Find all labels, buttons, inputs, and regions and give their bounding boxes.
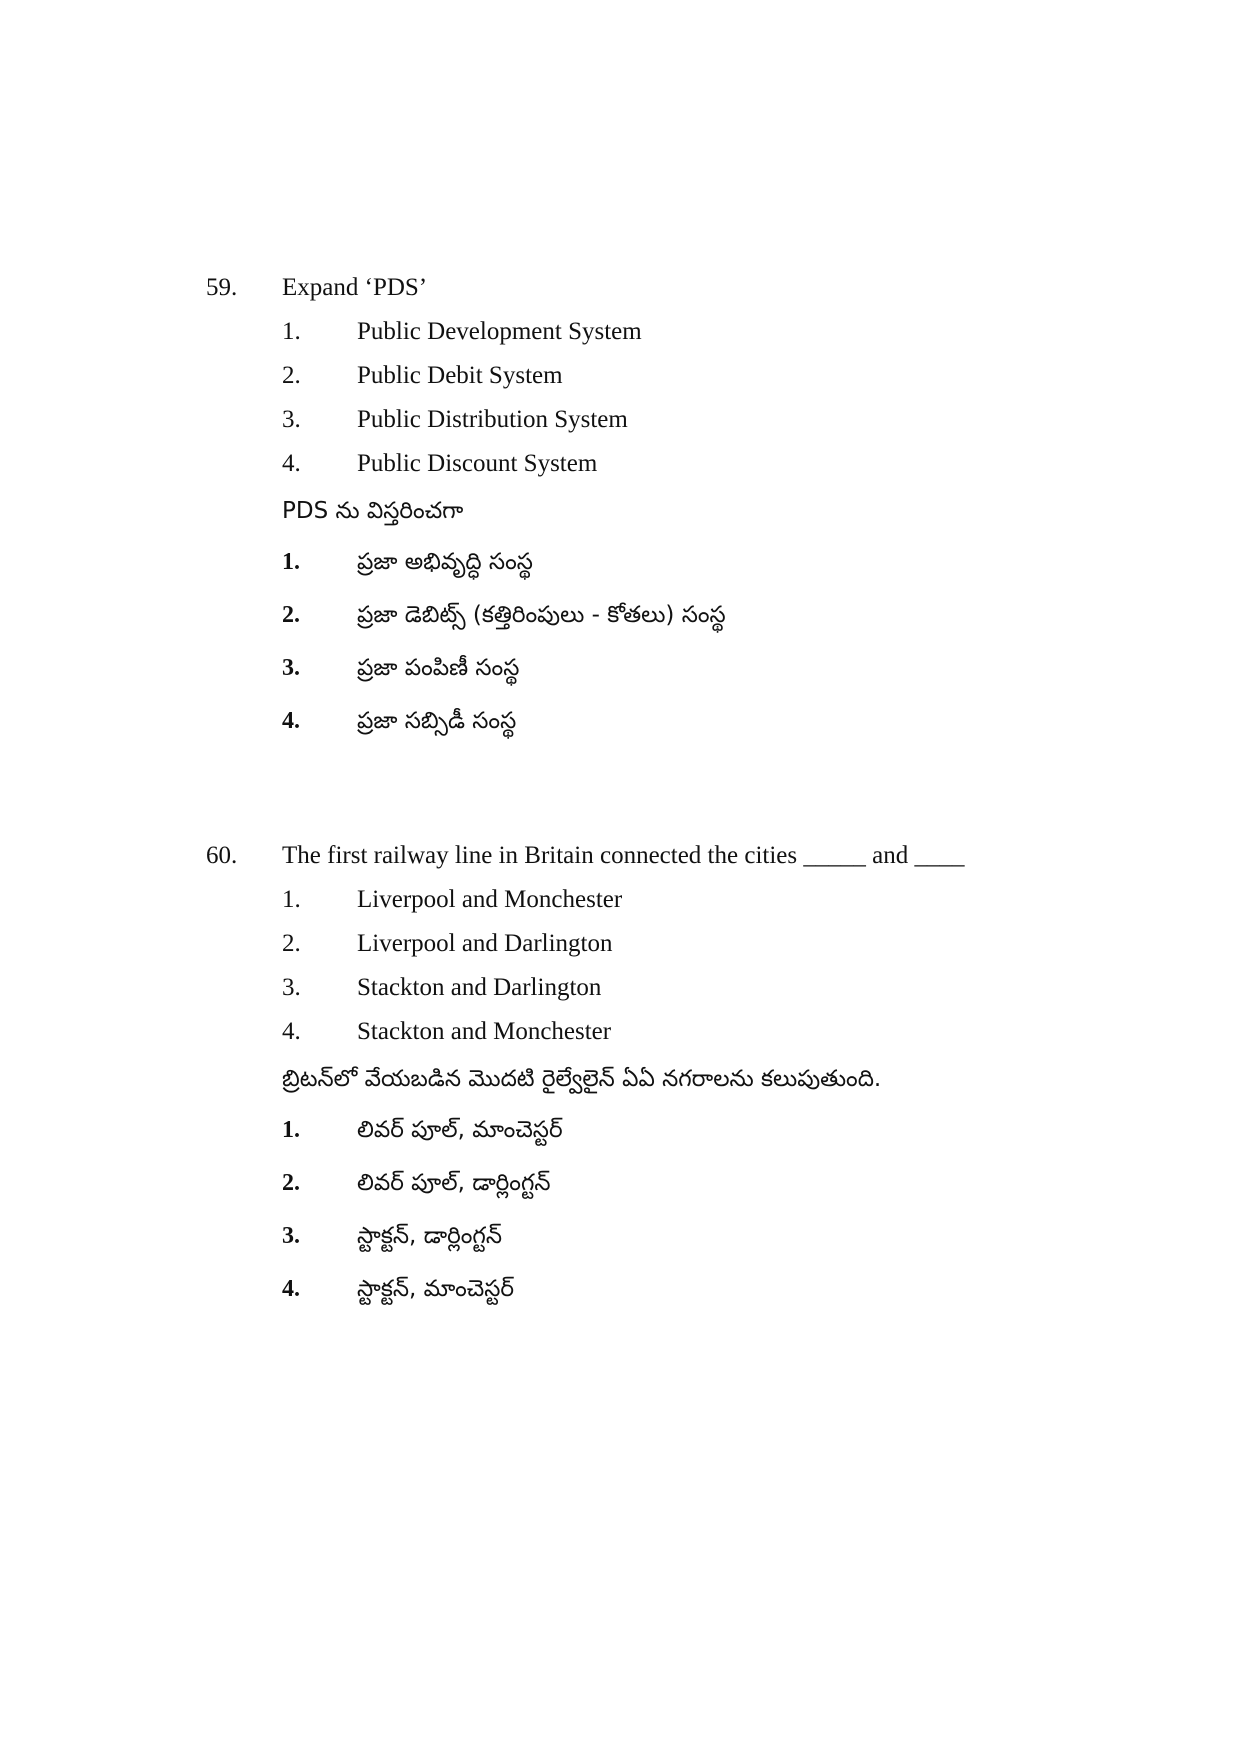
option-3 — [0, 398, 1241, 442]
option-text: స్టాక్టన్, మాంచెస్టర్ — [357, 1276, 515, 1302]
option-telugu-1 — [0, 1104, 1241, 1157]
question-header — [0, 266, 1241, 310]
option-number: 1. — [282, 886, 301, 913]
option-telugu-4 — [0, 1263, 1241, 1316]
option-number: 3. — [282, 974, 301, 1001]
option-text: ప్రజా అభివృద్ధి సంస్థ — [357, 549, 533, 575]
option-2 — [0, 354, 1241, 398]
question-number: 60. — [206, 842, 238, 869]
option-telugu-2 — [0, 1157, 1241, 1210]
question-text-telugu: PDS ను విస్తరించగా — [282, 498, 464, 524]
option-text: ప్రజా డెబిట్స్ (కత్తిరింపులు - కోతలు) సంస్థ — [357, 602, 726, 628]
option-text: లివర్ పూల్, మాంచెస్టర్ — [357, 1117, 563, 1143]
option-text: ప్రజా సబ్సిడీ సంస్థ — [357, 708, 517, 734]
question-header — [0, 834, 1241, 878]
option-number: 4. — [282, 1276, 300, 1302]
option-number: 2. — [282, 362, 301, 389]
question-text-telugu: బ్రిటన్‌లో వేయబడిన మొదటి రైల్వేలైన్ ఏఏ నగరాలను కలుపుతుంది. — [282, 1066, 882, 1092]
option-number: 2. — [282, 930, 301, 957]
question-header-telugu — [0, 1054, 1241, 1104]
option-4 — [0, 442, 1241, 486]
option-telugu-3 — [0, 1210, 1241, 1263]
option-number: 1. — [282, 1117, 300, 1143]
option-text: Public Discount System — [357, 450, 598, 477]
option-text: Public Distribution System — [357, 406, 628, 433]
option-number: 3. — [282, 655, 300, 681]
option-text: ప్రజా పంపిణీ సంస్థ — [357, 655, 520, 681]
option-telugu-2 — [0, 589, 1241, 642]
question-number: 59. — [206, 274, 238, 301]
option-4 — [0, 1010, 1241, 1054]
option-number: 4. — [282, 450, 301, 477]
option-text: Stackton and Monchester — [357, 1018, 612, 1045]
option-number: 1. — [282, 318, 301, 345]
option-number: 2. — [282, 602, 300, 628]
option-text: స్టాక్టన్, డార్లింగ్టన్ — [357, 1223, 502, 1249]
option-telugu-4 — [0, 695, 1241, 748]
option-number: 4. — [282, 708, 300, 734]
option-text: Public Debit System — [357, 362, 563, 389]
option-number: 1. — [282, 549, 300, 575]
option-1 — [0, 878, 1241, 922]
option-text: Public Development System — [357, 318, 642, 345]
option-text: Stackton and Darlington — [357, 974, 602, 1001]
option-number: 3. — [282, 406, 301, 433]
question-text-english: The first railway line in Britain connected the cities _____ and ____ — [282, 842, 965, 869]
option-text: లివర్ పూల్, డార్లింగ్టన్ — [357, 1170, 551, 1196]
options-telugu — [0, 536, 1241, 748]
option-3 — [0, 966, 1241, 1010]
option-text: Liverpool and Darlington — [357, 930, 613, 957]
option-2 — [0, 922, 1241, 966]
option-number: 4. — [282, 1018, 301, 1045]
option-number: 3. — [282, 1223, 300, 1249]
option-1 — [0, 310, 1241, 354]
options-telugu — [0, 1104, 1241, 1316]
options-english — [0, 878, 1241, 1054]
option-text: Liverpool and Monchester — [357, 886, 623, 913]
options-english — [0, 310, 1241, 486]
option-telugu-3 — [0, 642, 1241, 695]
question-text-english: Expand ‘PDS’ — [282, 274, 428, 301]
option-number: 2. — [282, 1170, 300, 1196]
question-59 — [0, 266, 1241, 748]
option-telugu-1 — [0, 536, 1241, 589]
question-header-telugu — [0, 486, 1241, 536]
question-60 — [0, 834, 1241, 1316]
